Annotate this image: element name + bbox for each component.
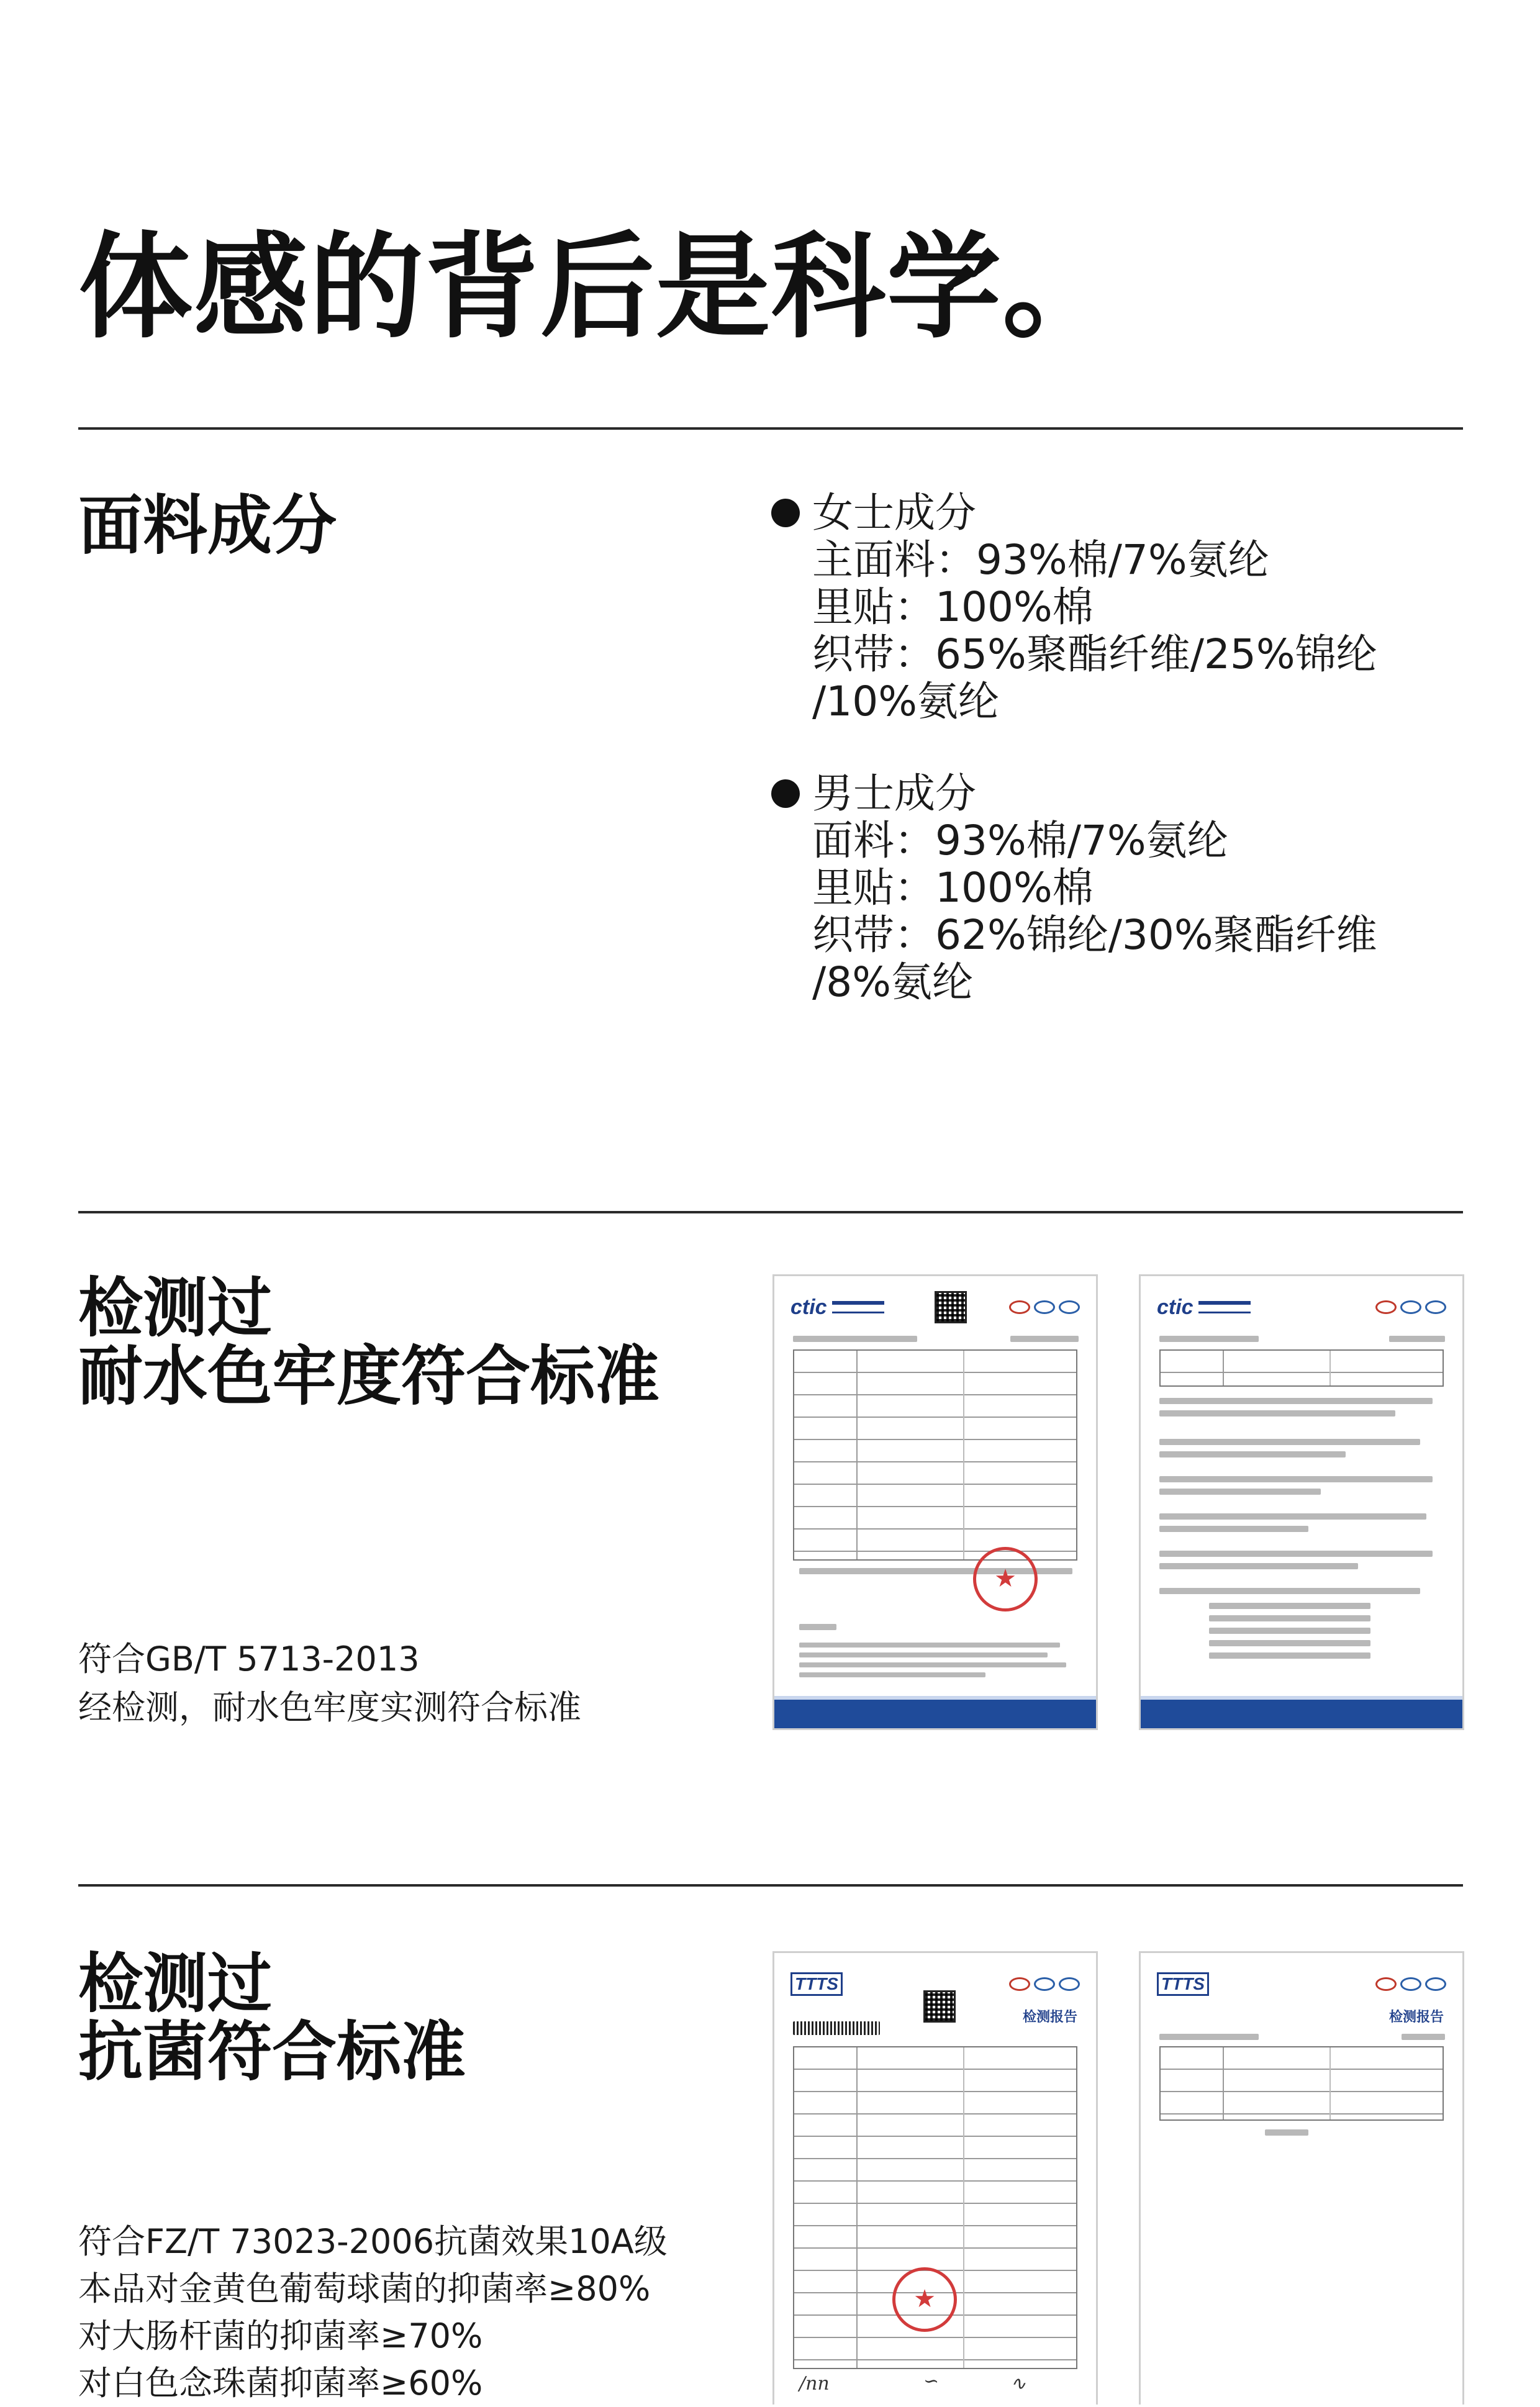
report-table (1159, 1349, 1444, 1387)
report-heading: 检测报告 (1022, 2010, 1077, 2025)
antibacterial-desc-4: 对白色念珠菌抑菌率≥60% (78, 2364, 483, 2403)
report-logo: ctic (1157, 1295, 1251, 1320)
women-heading-row (771, 489, 1377, 537)
women-line: 主面料：93%棉/7%氨纶 (812, 536, 1269, 584)
antibacterial-report-page-1 (772, 1951, 1098, 2405)
antibacterial-desc-3: 对大肠杆菌的抑菌率≥70% (78, 2316, 483, 2355)
report-logo: TTTS (1157, 1972, 1209, 1996)
composition-men (771, 770, 1377, 1006)
page-headline: 体感的背后是科学。 (78, 221, 1118, 354)
barcode-icon (793, 2021, 880, 2035)
colorfastness-title-line1: 检测过 (78, 1270, 273, 1346)
antibacterial-desc-1: 符合FZ/T 73023-2006抗菌效果10A级 (78, 2222, 668, 2261)
report-header (1157, 1967, 1446, 2001)
report-header (1157, 1290, 1446, 1325)
qr-code-icon (923, 1990, 956, 2023)
antibacterial-desc-2: 本品对金黄色葡萄球菌的抑菌率≥80% (78, 2269, 651, 2308)
women-heading: 女士成分 (812, 489, 976, 537)
report-footer (774, 1700, 1096, 1728)
accreditation-seals-icon (1009, 1977, 1080, 1991)
report-heading: 检测报告 (1388, 2010, 1444, 2025)
signature: ∿ (1010, 2373, 1026, 2395)
bullet-dot-icon (771, 779, 800, 808)
antibacterial-report-page-2 (1139, 1951, 1464, 2405)
bullet-dot-icon (771, 499, 800, 527)
antibacterial-title-line1: 检测过 (78, 1946, 273, 2021)
report-logo: ctic (790, 1295, 884, 1320)
divider-1 (78, 427, 1463, 430)
official-stamp-icon (973, 1547, 1038, 1611)
report-table (1159, 2046, 1444, 2121)
men-line: 面料：93%棉/7%氨纶 (812, 817, 1228, 864)
official-stamp-icon (892, 2267, 957, 2332)
colorfastness-report-page-1 (772, 1274, 1098, 1730)
composition-women (771, 489, 1377, 725)
accreditation-seals-icon (1375, 1977, 1446, 1991)
men-line: 织带：62%锦纶/30%聚酯纤维 (812, 911, 1377, 959)
divider-3 (78, 1884, 1463, 1887)
composition-title: 面料成分 (78, 487, 337, 563)
colorfastness-report-page-2 (1139, 1274, 1464, 1730)
signature: ∽ (923, 2370, 940, 2392)
men-heading-row (771, 770, 1377, 817)
antibacterial-title-line2: 抗菌符合标准 (78, 2014, 466, 2090)
colorfastness-desc-1: 符合GB/T 5713-2013 (78, 1639, 420, 1679)
men-line: /8%氨纶 (812, 958, 973, 1006)
women-line: 织带：65%聚酯纤维/25%锦纶 (812, 630, 1377, 678)
men-line: 里贴：100%棉 (812, 864, 1094, 912)
colorfastness-title-line2: 耐水色牢度符合标准 (78, 1338, 660, 1414)
women-line: 里贴：100%棉 (812, 583, 1094, 631)
report-footer (1141, 1700, 1462, 1728)
report-table (793, 1349, 1077, 1561)
signature: /nn (799, 2373, 830, 2395)
women-line: /10%氨纶 (812, 678, 999, 725)
qr-code-icon (935, 1291, 967, 1323)
report-logo: TTTS (790, 1972, 843, 1996)
accreditation-seals-icon (1375, 1300, 1446, 1314)
men-heading: 男士成分 (812, 769, 976, 817)
divider-2 (78, 1211, 1463, 1213)
colorfastness-desc-2: 经检测，耐水色牢度实测符合标准 (78, 1688, 581, 1727)
accreditation-seals-icon (1009, 1300, 1080, 1314)
